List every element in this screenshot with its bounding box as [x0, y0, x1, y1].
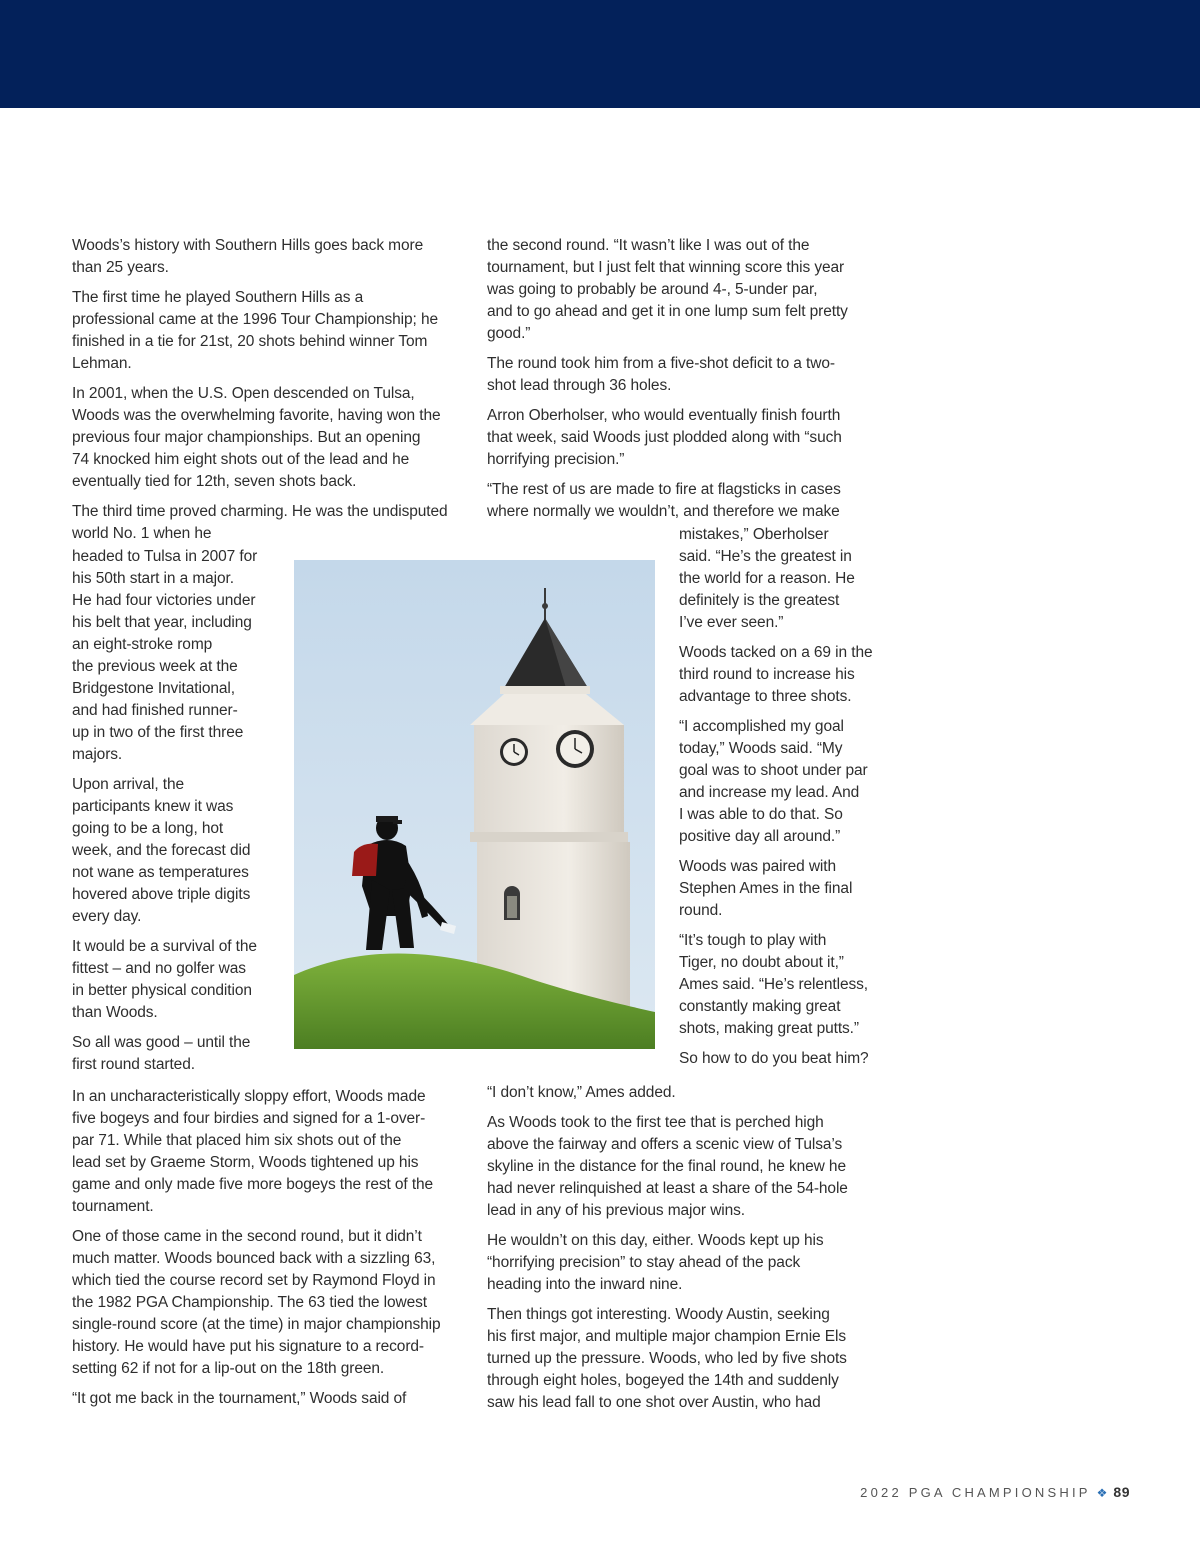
text-line: I was able to do that. So — [679, 806, 843, 823]
text-line: “I accomplished my goal — [679, 718, 844, 735]
text-line: headed to Tulsa in 2007 for — [72, 548, 258, 565]
paragraph — [487, 1230, 887, 1296]
text-line: not wane as temperatures — [72, 864, 249, 881]
text-line: Then things got interesting. Woody Austin, seeking — [487, 1306, 830, 1323]
column-1-wrap — [72, 546, 287, 1084]
text-line: The first time he played Southern Hills as a — [72, 289, 364, 306]
text-line: The round took him from a five-shot deficit to a two- — [487, 355, 835, 372]
paragraph — [679, 1048, 889, 1070]
text-line: definitely is the greatest — [679, 592, 840, 609]
text-line: and increase my lead. And — [679, 784, 860, 801]
text-line: an eight-stroke romp — [72, 636, 213, 653]
page-footer — [860, 1484, 1130, 1500]
text-line: Woods tacked on a 69 in the — [679, 644, 873, 661]
text-line: finished in a tie for 21st, 20 shots behind winner Tom — [72, 333, 428, 350]
paragraph — [487, 1304, 887, 1414]
text-line: I’ve ever seen.” — [679, 614, 784, 631]
text-line: history. He would have put his signature to a record- — [72, 1338, 424, 1355]
paragraph — [487, 405, 887, 471]
text-line: five bogeys and four birdies and signed for a 1-over- — [72, 1110, 426, 1127]
text-line: where normally we wouldn’t, and therefore we make — [487, 503, 840, 520]
text-line: The third time proved charming. He was the undisputed — [72, 503, 448, 520]
text-line: tournament, but I just felt that winning score this year — [487, 259, 845, 276]
paragraph — [679, 524, 889, 634]
text-line: in better physical condition — [72, 982, 252, 999]
paragraph — [72, 235, 472, 279]
text-line: “It’s tough to play with — [679, 932, 827, 949]
column-2-top — [487, 235, 887, 531]
text-line: Stephen Ames in the final — [679, 880, 853, 897]
text-line: Woods was the overwhelming favorite, having won the — [72, 407, 441, 424]
paragraph — [679, 716, 889, 848]
text-line: lead set by Graeme Storm, Woods tightened up his — [72, 1154, 419, 1171]
text-line: Tiger, no doubt about it,” — [679, 954, 844, 971]
text-line: and to go ahead and get it in one lump sum felt pretty — [487, 303, 848, 320]
text-line: previous four major championships. But an opening — [72, 429, 421, 446]
paragraph — [679, 642, 889, 708]
text-line: lead in any of his previous major wins. — [487, 1202, 746, 1219]
paragraph — [72, 501, 472, 545]
text-line: the 1982 PGA Championship. The 63 tied the lowest — [72, 1294, 427, 1311]
text-line: constantly making great — [679, 998, 841, 1015]
photo-golfer-clock-tower — [294, 560, 655, 1049]
text-line: the previous week at the — [72, 658, 238, 675]
text-line: Upon arrival, the — [72, 776, 185, 793]
text-line: shot lead through 36 holes. — [487, 377, 672, 394]
text-line: “horrifying precision” to stay ahead of the pack — [487, 1254, 801, 1271]
paragraph — [72, 1086, 472, 1218]
text-line: majors. — [72, 746, 123, 763]
text-line: heading into the inward nine. — [487, 1276, 683, 1293]
text-line: In 2001, when the U.S. Open descended on Tulsa, — [72, 385, 415, 402]
text-line: Bridgestone Invitational, — [72, 680, 235, 697]
diamond-separator-icon: ❖ — [1096, 1486, 1108, 1500]
paragraph — [487, 1112, 887, 1222]
text-line: his 50th start in a major. — [72, 570, 234, 587]
text-line: through eight holes, bogeyed the 14th and suddenly — [487, 1372, 839, 1389]
paragraph — [679, 856, 889, 922]
paragraph — [487, 1082, 887, 1104]
text-line: than Woods. — [72, 1004, 158, 1021]
column-2-bottom — [487, 1082, 887, 1422]
header-banner — [0, 0, 1200, 108]
column-2-wrap — [679, 524, 889, 1078]
text-line: 74 knocked him eight shots out of the lead and he — [72, 451, 410, 468]
text-line: world No. 1 when he — [72, 525, 212, 542]
paragraph — [72, 774, 287, 928]
paragraph — [679, 930, 889, 1040]
text-line: that week, said Woods just plodded along with “such — [487, 429, 842, 446]
text-line: It would be a survival of the — [72, 938, 257, 955]
text-line: He had four victories under — [72, 592, 256, 609]
text-line: eventually tied for 12th, seven shots back. — [72, 473, 357, 490]
text-line: Woods was paired with — [679, 858, 836, 875]
text-line: game and only made five more bogeys the rest of the — [72, 1176, 434, 1193]
text-line: every day. — [72, 908, 142, 925]
text-line: had never relinquished at least a share of the 54-hole — [487, 1180, 848, 1197]
text-line: his belt that year, including — [72, 614, 252, 631]
text-line: Arron Oberholser, who would eventually finish fourth — [487, 407, 841, 424]
text-line: skyline in the distance for the final round, he knew he — [487, 1158, 846, 1175]
paragraph — [487, 235, 887, 345]
text-line: He wouldn’t on this day, either. Woods kept up his — [487, 1232, 824, 1249]
text-line: mistakes,” Oberholser — [679, 526, 829, 543]
paragraph — [72, 936, 287, 1024]
photo-illustration — [294, 560, 655, 1049]
page-number: 89 — [1113, 1484, 1130, 1500]
text-line: tournament. — [72, 1198, 154, 1215]
text-line: goal was to shoot under par — [679, 762, 868, 779]
text-line: shots, making great putts.” — [679, 1020, 859, 1037]
publication-title: 2022 PGA CHAMPIONSHIP — [860, 1485, 1091, 1500]
text-line: fittest – and no golfer was — [72, 960, 246, 977]
text-line: “I don’t know,” Ames added. — [487, 1084, 676, 1101]
text-line: and had finished runner- — [72, 702, 238, 719]
text-line: which tied the course record set by Raymond Floyd in — [72, 1272, 436, 1289]
text-line: first round started. — [72, 1056, 195, 1073]
text-line: week, and the forecast did — [72, 842, 251, 859]
text-line: “It got me back in the tournament,” Woods said of — [72, 1390, 407, 1407]
text-line: “The rest of us are made to fire at flagsticks in cases — [487, 481, 841, 498]
text-line: above the fairway and offers a scenic view of Tulsa’s — [487, 1136, 843, 1153]
column-1-top — [72, 235, 472, 553]
paragraph — [72, 546, 287, 766]
text-line: Woods’s history with Southern Hills goes back more — [72, 237, 424, 254]
text-line: hovered above triple digits — [72, 886, 251, 903]
text-line: saw his lead fall to one shot over Austin, who had — [487, 1394, 821, 1411]
column-1-bottom — [72, 1086, 472, 1418]
text-line: In an uncharacteristically sloppy effort, Woods made — [72, 1088, 426, 1105]
paragraph — [72, 287, 472, 375]
text-line: turned up the pressure. Woods, who led by five shots — [487, 1350, 847, 1367]
text-line: So all was good – until the — [72, 1034, 251, 1051]
text-line: positive day all around.” — [679, 828, 841, 845]
text-line: As Woods took to the first tee that is perched high — [487, 1114, 824, 1131]
text-line: horrifying precision.” — [487, 451, 625, 468]
paragraph — [72, 1388, 472, 1410]
text-line: participants knew it was — [72, 798, 234, 815]
text-line: One of those came in the second round, but it didn’t — [72, 1228, 422, 1245]
paragraph — [487, 353, 887, 397]
text-line: today,” Woods said. “My — [679, 740, 843, 757]
paragraph — [72, 383, 472, 493]
paragraph — [72, 1226, 472, 1380]
text-line: his first major, and multiple major champion Ernie Els — [487, 1328, 846, 1345]
text-line: round. — [679, 902, 723, 919]
text-line: Lehman. — [72, 355, 132, 372]
text-line: setting 62 if not for a lip-out on the 18th green. — [72, 1360, 385, 1377]
text-line: good.” — [487, 325, 531, 342]
text-line: than 25 years. — [72, 259, 169, 276]
text-line: professional came at the 1996 Tour Championship; he — [72, 311, 438, 328]
text-line: was going to probably be around 4-, 5-under par, — [487, 281, 818, 298]
text-line: the second round. “It wasn’t like I was out of the — [487, 237, 810, 254]
text-line: up in two of the first three — [72, 724, 244, 741]
text-line: single-round score (at the time) in major championship — [72, 1316, 441, 1333]
text-line: par 71. While that placed him six shots out of the — [72, 1132, 402, 1149]
paragraph — [72, 1032, 287, 1076]
paragraph — [487, 479, 887, 523]
text-line: going to be a long, hot — [72, 820, 224, 837]
text-line: Ames said. “He’s relentless, — [679, 976, 869, 993]
text-line: third round to increase his — [679, 666, 855, 683]
text-line: So how to do you beat him? — [679, 1050, 869, 1067]
text-line: advantage to three shots. — [679, 688, 852, 705]
text-line: much matter. Woods bounced back with a sizzling 63, — [72, 1250, 436, 1267]
text-line: the world for a reason. He — [679, 570, 855, 587]
text-line: said. “He’s the greatest in — [679, 548, 852, 565]
